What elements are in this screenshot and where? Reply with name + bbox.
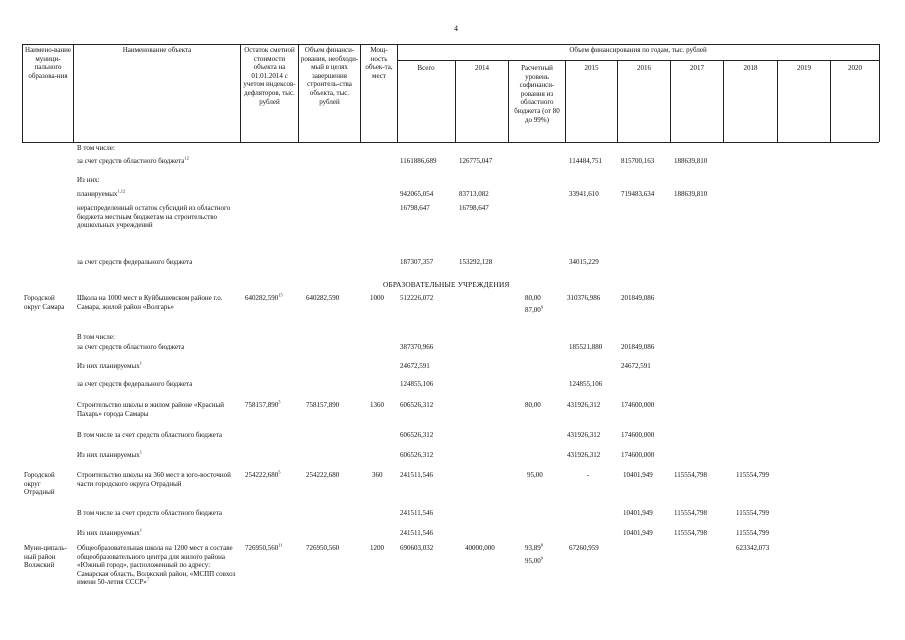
col-line bbox=[777, 60, 778, 142]
samara-s1-planned-total: 24672,591 bbox=[400, 362, 430, 370]
header-2016: 2016 bbox=[637, 64, 651, 72]
col-line bbox=[298, 44, 299, 142]
otradny-planned-2016: 10401,949 bbox=[623, 529, 653, 537]
volzhsky-volume: 726950,560 bbox=[306, 544, 340, 552]
samara-school2-volume: 758157,890 bbox=[306, 401, 340, 409]
samara-school2-2015: 431926,312 bbox=[567, 401, 601, 409]
header-total: Всего bbox=[417, 64, 435, 72]
samara-school1-rate-a: 80,00 bbox=[525, 294, 541, 302]
volzhsky-rate-a: 93,89$^8$ bbox=[525, 542, 543, 552]
header-bottom-border bbox=[22, 142, 879, 143]
otradny-name: Строительство школы на 360 мест в юго-восточной части городского округа Отрадный bbox=[77, 471, 231, 488]
samara-s1-regional-total: 387370,966 bbox=[400, 343, 434, 351]
samara-school2-2016: 174600,000 bbox=[621, 401, 655, 409]
regional-label: за счет средств областного бюджета$^{12}$ bbox=[77, 155, 189, 165]
funding-subheader-line bbox=[397, 60, 879, 61]
col-line bbox=[22, 44, 23, 142]
samara-school1-name: Школа на 1000 мест в Куйбышевском районе г.о. Самара, жилой район «Волгарь» bbox=[77, 294, 223, 311]
col-line bbox=[617, 60, 618, 142]
otradny-regional-label: В том числе за счет средств областного бюджета bbox=[77, 509, 223, 517]
otradny-planned-label: Из них планируемых$^1$ bbox=[77, 527, 142, 537]
federal-label: за счет средств федерального бюджета bbox=[77, 258, 193, 266]
samara-incl-label: В том числе: bbox=[77, 333, 115, 341]
col-line bbox=[723, 60, 724, 142]
volzhsky-capacity: 1200 bbox=[370, 544, 384, 552]
undistributed-total: 16798,647 bbox=[400, 204, 430, 212]
samara-school2-capacity: 1360 bbox=[370, 401, 384, 409]
header-2017: 2017 bbox=[690, 64, 704, 72]
samara-s2-regional-2016: 174600,000 bbox=[621, 431, 655, 439]
samara-school2-rate: 80,00 bbox=[525, 401, 541, 409]
otradny-planned-2018: 115554,799 bbox=[736, 529, 769, 537]
header-2019: 2019 bbox=[797, 64, 811, 72]
planned-total: 942065,054 bbox=[400, 190, 434, 198]
federal-2015: 34015,229 bbox=[569, 258, 599, 266]
col-line bbox=[73, 44, 74, 142]
samara-s1-planned-2016: 24672,591 bbox=[621, 362, 651, 370]
samara-municipality: Городской округ Самара bbox=[24, 294, 65, 311]
samara-school1-capacity: 1000 bbox=[370, 294, 384, 302]
samara-s2-planned-total: 606526,312 bbox=[400, 451, 434, 459]
samara-s1-regional-label: за счет средств областного бюджета bbox=[77, 343, 185, 351]
samara-school1-2015: 310376,986 bbox=[567, 294, 601, 302]
samara-school1-balance: 640282,590$^{15}$ bbox=[245, 292, 283, 302]
col-line bbox=[240, 44, 241, 142]
table-top-border bbox=[22, 44, 879, 45]
header-2020: 2020 bbox=[848, 64, 862, 72]
samara-s1-regional-2015: 185521,880 bbox=[569, 343, 603, 351]
header-object: Наименование объекта bbox=[122, 46, 192, 54]
regional-total: 1161886,689 bbox=[400, 157, 437, 165]
col-line bbox=[565, 60, 566, 142]
otradny-municipality: Городской округ Отрадный bbox=[24, 471, 55, 497]
samara-s1-federal-total: 124855,106 bbox=[400, 380, 434, 388]
regional-2016: 815700,163 bbox=[621, 157, 655, 165]
volzhsky-balance: 726950,560$^{11}$ bbox=[245, 542, 283, 552]
otradny-2015: - bbox=[587, 471, 590, 479]
volzhsky-name: Общеобразовательная школа на 1200 мест в составе общеобразовательного центра для жилого района «Южный город», расположенный по адресу: Самарская область, Волжский район, «МСПП совхоз имени 50-летия СССР»$^7$ bbox=[77, 544, 236, 587]
samara-s2-regional-total: 606526,312 bbox=[400, 431, 434, 439]
planned-2015: 33941,610 bbox=[569, 190, 599, 198]
samara-school2-total: 606526,312 bbox=[400, 401, 434, 409]
samara-s2-regional-label: В том числе за счет средств областного бюджета bbox=[77, 431, 223, 439]
otradny-regional-2018: 115554,799 bbox=[736, 509, 769, 517]
volzhsky-2014: 40000,000 bbox=[465, 544, 495, 552]
regional-2015: 114484,751 bbox=[569, 157, 602, 165]
samara-s1-federal-label: за счет средств федерального бюджета bbox=[77, 380, 193, 388]
samara-school1-2016: 201849,086 bbox=[621, 294, 655, 302]
samara-s2-planned-label: Из них планируемых$^1$ bbox=[77, 449, 142, 459]
col-line bbox=[455, 60, 456, 142]
planned-label: планируемых$^{1,12}$ bbox=[77, 188, 126, 198]
regional-2017: 188639,810 bbox=[674, 157, 708, 165]
otradny-total: 241511,546 bbox=[400, 471, 433, 479]
samara-s2-planned-2016: 174600,000 bbox=[621, 451, 655, 459]
col-line bbox=[830, 60, 831, 142]
samara-s1-planned-label: Из них планируемых$^1$ bbox=[77, 360, 142, 370]
samara-s1-federal-2015: 124855,106 bbox=[569, 380, 603, 388]
federal-2014: 153292,128 bbox=[459, 258, 493, 266]
otradny-planned-2017: 115554,798 bbox=[674, 529, 707, 537]
samara-s1-regional-2016: 201849,086 bbox=[621, 343, 655, 351]
col-line bbox=[879, 44, 880, 142]
col-line bbox=[670, 60, 671, 142]
volzhsky-2018: 623342,073 bbox=[736, 544, 770, 552]
incl-label: В том числе: bbox=[77, 144, 115, 152]
section-title: ОБРАЗОВАТЕЛЬНЫЕ УЧРЕЖДЕНИЯ bbox=[383, 280, 510, 289]
header-2015: 2015 bbox=[584, 64, 599, 72]
undistributed-2014: 16798,647 bbox=[459, 204, 489, 212]
planned-2016: 719483,634 bbox=[621, 190, 655, 198]
volzhsky-rate-b: 95,00$^9$ bbox=[525, 555, 543, 565]
col-line bbox=[360, 44, 361, 142]
header-2018: 2018 bbox=[743, 64, 758, 72]
samara-school2-name: Строительство школы в жилом районе «Красный Пахарь» города Самары bbox=[77, 401, 224, 418]
otradny-2016: 10401,949 bbox=[623, 471, 653, 479]
otradny-2018: 115554,799 bbox=[736, 471, 769, 479]
col-line bbox=[508, 60, 509, 142]
volzhsky-municipality: Муни-ципаль-ный район Волжский bbox=[24, 544, 67, 570]
otradny-balance: 254222,680$^5$ bbox=[245, 469, 281, 479]
samara-school1-volume: 640282,590 bbox=[306, 294, 340, 302]
otradny-regional-2017: 115554,798 bbox=[674, 509, 707, 517]
header-volume: Объем финанси-рования, необходи-мый в целях завершения строитель-ства объекта, тыс. рублей bbox=[300, 46, 359, 106]
samara-s2-planned-2015: 431926,312 bbox=[567, 451, 601, 459]
header-municipality: Наимено-вание муници-пального образова-ния bbox=[25, 46, 71, 80]
col-line bbox=[397, 44, 398, 142]
otradny-volume: 254222,680 bbox=[306, 471, 340, 479]
samara-school1-rate-b: 87,00$^9$ bbox=[525, 304, 543, 314]
volzhsky-2015: 67260,959 bbox=[569, 544, 599, 552]
planned-2017: 188639,810 bbox=[674, 190, 708, 198]
header-balance: Остаток сметной стоимости объекта на 01.01.2014 с учетом индексов-дефляторов, тыс. рублей bbox=[243, 46, 296, 106]
header-capacity: Мощ-ность объек-та, мест bbox=[365, 46, 393, 80]
samara-school2-balance: 758157,890$^5$ bbox=[245, 399, 281, 409]
otradny-2017: 115554,798 bbox=[674, 471, 707, 479]
otradny-planned-total: 241511,546 bbox=[400, 529, 433, 537]
otradny-regional-2016: 10401,949 bbox=[623, 509, 653, 517]
regional-2014: 126775,047 bbox=[459, 157, 493, 165]
page-number: 4 bbox=[454, 24, 458, 33]
planned-2014: 83713,082 bbox=[459, 190, 489, 198]
volzhsky-total: 690603,032 bbox=[400, 544, 434, 552]
undistributed-label: нераспределенный остаток субсидий из областного бюджета местным бюджетам на строительство дошкольных учреждений bbox=[77, 204, 231, 230]
header-funding: Объем финансирования по годам, тыс. рублей bbox=[569, 46, 707, 54]
samara-school1-total: 512226,072 bbox=[400, 294, 434, 302]
header-2014: 2014 bbox=[475, 64, 489, 72]
otradny-capacity: 360 bbox=[372, 471, 383, 479]
samara-s2-regional-2015: 431926,312 bbox=[567, 431, 601, 439]
header-rate: Расчетный уровень софинанси-рования из областного бюджета (от 80 до 99%) bbox=[514, 64, 560, 124]
of-them-label: Из них: bbox=[77, 176, 100, 184]
otradny-regional-total: 241511,546 bbox=[400, 509, 433, 517]
federal-total: 187307,357 bbox=[400, 258, 434, 266]
otradny-rate: 95,00 bbox=[527, 471, 543, 479]
